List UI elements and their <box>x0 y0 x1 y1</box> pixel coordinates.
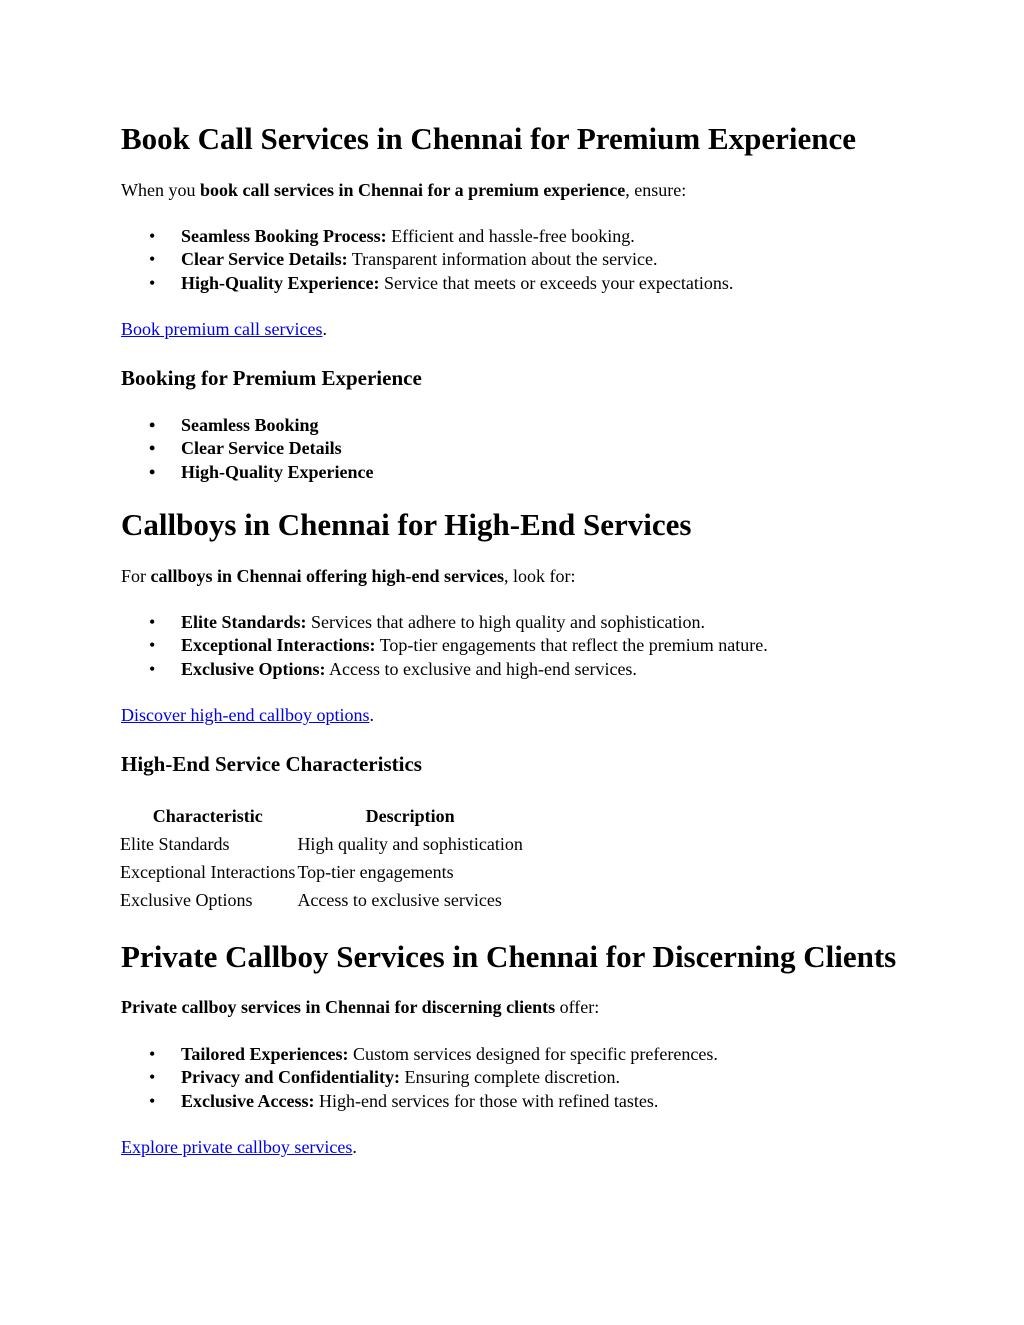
section1-subheading: Booking for Premium Experience <box>121 366 422 390</box>
section3-list <box>121 1043 718 1113</box>
column-header: Characteristic <box>152 806 263 826</box>
section1-link-line: Book premium call services. <box>121 319 327 339</box>
table-cell: Exceptional Interactions <box>120 862 296 882</box>
list-item: • Privacy and Confidentiality: Ensuring complete discretion. <box>121 1066 718 1089</box>
section2-subheading: High-End Service Characteristics <box>121 752 422 776</box>
section2-heading: Callboys in Chennai for High-End Services <box>121 507 692 542</box>
section3-link-line: Explore private callboy services. <box>121 1137 357 1157</box>
list-item: • Clear Service Details: Transparent information about the service. <box>121 248 733 271</box>
list-item: • High-Quality Experience <box>121 461 374 484</box>
book-premium-link[interactable]: Book premium call services <box>121 319 323 339</box>
table-cell: Exclusive Options <box>120 890 253 910</box>
characteristics-table <box>119 802 524 914</box>
section2-link-line: Discover high-end callboy options. <box>121 705 374 725</box>
section1-heading: Book Call Services in Chennai for Premium Experience <box>121 121 857 156</box>
section1-list <box>121 225 733 295</box>
list-item: • Seamless Booking <box>121 414 374 437</box>
explore-private-link[interactable]: Explore private callboy services <box>121 1137 353 1157</box>
section3-heading: Private Callboy Services in Chennai for Discerning Clients <box>121 939 897 974</box>
section3-intro: Private callboy services in Chennai for discerning clients offer: <box>121 997 600 1017</box>
table-cell: High quality and sophistication <box>297 834 523 854</box>
table-cell: Elite Standards <box>120 834 230 854</box>
list-item: • Tailored Experiences: Custom services designed for specific preferences. <box>121 1043 718 1066</box>
list-item: • Exclusive Options: Access to exclusive and high-end services. <box>121 658 768 681</box>
list-item: • High-Quality Experience: Service that meets or exceeds your expectations. <box>121 272 733 295</box>
column-header: Description <box>365 806 455 826</box>
table-row <box>119 858 524 886</box>
table-row <box>119 830 524 858</box>
discover-callboy-link[interactable]: Discover high-end callboy options <box>121 705 370 725</box>
table-row <box>119 886 524 914</box>
list-item: • Elite Standards: Services that adhere to high quality and sophistication. <box>121 611 768 634</box>
table-header-row <box>119 802 524 830</box>
section2-list <box>121 611 768 681</box>
section2-intro: For callboys in Chennai offering high-end services, look for: <box>121 566 576 586</box>
section1-intro: When you book call services in Chennai for a premium experience, ensure: <box>121 180 687 200</box>
list-item: • Exclusive Access: High-end services for those with refined tastes. <box>121 1090 718 1113</box>
table-cell: Access to exclusive services <box>297 890 502 910</box>
list-item: • Clear Service Details <box>121 437 374 460</box>
table-cell: Top-tier engagements <box>297 862 454 882</box>
section1-sublist <box>121 414 374 484</box>
list-item: • Seamless Booking Process: Efficient and hassle-free booking. <box>121 225 733 248</box>
list-item: • Exceptional Interactions: Top-tier engagements that reflect the premium nature. <box>121 634 768 657</box>
